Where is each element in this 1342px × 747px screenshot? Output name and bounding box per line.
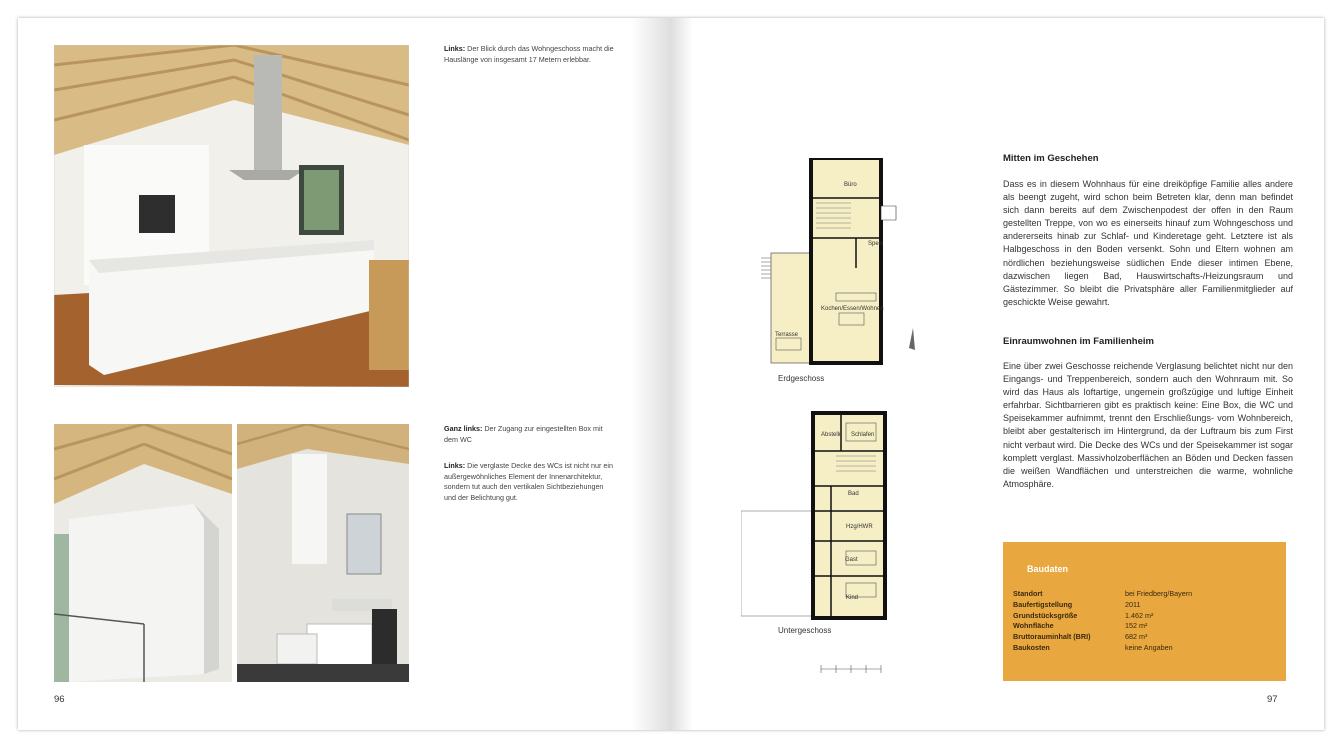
caption-top xyxy=(444,44,614,65)
baudaten-key: Standort xyxy=(1013,589,1043,598)
room-hzg: Hzg/HWR xyxy=(846,524,873,530)
caption-bottom-1-text: Der Zugang zur eingestellten Box mit dem WC xyxy=(444,424,603,444)
table-row xyxy=(1013,643,1206,654)
caption-bottom-1-label: Ganz links: xyxy=(444,424,483,433)
room-schlafen: Schlafen xyxy=(851,432,875,438)
baudaten-value: bei Friedberg/Bayern xyxy=(1125,589,1193,598)
room-abstellr: Abstellr. xyxy=(821,432,843,438)
table-row xyxy=(1013,600,1206,611)
section2-heading: Einraumwohnen im Familienheim xyxy=(1003,336,1154,347)
kitchen-photo xyxy=(54,45,409,387)
page-number-right: 97 xyxy=(1267,694,1278,705)
table-row xyxy=(1013,589,1206,600)
wc-photo xyxy=(237,424,409,682)
left-page xyxy=(18,18,671,730)
box-photo xyxy=(54,424,232,682)
table-row xyxy=(1013,611,1206,622)
caption-top-label: Links: xyxy=(444,44,466,53)
caption-bottom-2-label: Links: xyxy=(444,461,466,470)
baudaten-key: Grundstücksgröße xyxy=(1013,610,1078,620)
floorplan-ground xyxy=(761,158,941,373)
baudaten-key: Baufertigstellung xyxy=(1013,599,1073,609)
floorplan-lower xyxy=(741,411,921,681)
baudaten-box xyxy=(1003,542,1286,681)
caption-bottom-2-text: Die verglaste Decke des WCs ist nicht nur ein außergewöhnliches Element der Innenarchitektur, sondern tut auch den vertikalen Sichtbeziehungen und der Belichtung gut. xyxy=(444,461,613,502)
baudaten-key: Bruttorauminhalt (BRI) xyxy=(1013,632,1091,642)
baudaten-key: Baukosten xyxy=(1013,642,1050,652)
page-number-left: 96 xyxy=(54,694,65,705)
baudaten-value: 682 m³ xyxy=(1125,632,1148,642)
baudaten-table xyxy=(1013,589,1206,654)
room-speis: Speis xyxy=(868,241,884,247)
floorplan-ground-label: Erdgeschoss xyxy=(778,374,825,383)
table-row xyxy=(1013,632,1206,643)
baudaten-value: 2011 xyxy=(1125,599,1141,609)
book-spread xyxy=(18,18,1324,730)
baudaten-title: Baudaten xyxy=(1027,564,1069,574)
section1-heading: Mitten im Geschehen xyxy=(1003,153,1099,164)
room-kind: Kind xyxy=(846,595,859,601)
room-buero: Büro xyxy=(844,182,857,188)
room-bad: Bad xyxy=(848,491,859,497)
table-row xyxy=(1013,621,1206,632)
gutter-shadow xyxy=(671,18,693,730)
floorplan-lower-label: Untergeschoss xyxy=(778,626,832,635)
section2-text: Eine über zwei Geschosse reichende Verglasung belichtet nicht nur den Eingangs- und Treppenbereich, sondern auch den Wohnraum mit. So wird das Haus als loftartige, ungemein großzügige und luftige Einheit erfahrbar. Sichtbarrieren gibt es praktisch keine: Eine Box, die WC und Speisekammer aufnimmt, trennt den Erschließungs- vom Wohnbereich, bleibt aber gestalterisch im Hintergrund, da der Luftraum bis zum First nicht verbaut wird. Die Decke des WCs und der Speisekammer ist sogar komplett verglast. Massivholzoberflächen an Böden und Decken fassen die weißen Wandflächen und unterstreichen die warme, wohnliche Atmosphäre. xyxy=(1003,361,1293,489)
caption-bottom-2 xyxy=(444,461,614,503)
gutter-shadow xyxy=(631,18,671,730)
room-kochen: Kochen/Essen/Wohnen xyxy=(821,306,884,312)
baudaten-key: Wohnfläche xyxy=(1013,621,1054,631)
caption-bottom-1 xyxy=(444,424,614,445)
caption-top-text: Der Blick durch das Wohngeschoss macht die Hauslänge von insgesamt 17 Metern erlebbar. xyxy=(444,44,614,64)
baudaten-value: 152 m² xyxy=(1125,621,1148,631)
section1-text: Dass es in diesem Wohnhaus für eine dreiköpfige Familie alles andere als beengt zugeht, wird schon beim Betreten klar, denn man befindet sich dann bereits auf dem Zwischenpodest der offen in den Raum gestellten Treppe, von wo es einerseits hinauf zum Wohngeschoss und andererseits hinab zur Schlaf- und Kinderetage geht. Letztere ist als Halbgeschoss in den Boden versenkt. Sohn und Eltern wohnen am nördlichen beziehungsweise südlichen Ende dieser intimen Ebene, dazwischen liegen Bad, Hauswirtschafts-/Heizungsraum und Gästezimmer. So bleibt die Privatsphäre aller Familienmitglieder auf geschickte Weise gewahrt. xyxy=(1003,179,1293,307)
room-gast: Gast xyxy=(845,557,858,563)
room-terrasse: Terrasse xyxy=(775,332,799,338)
baudaten-value: keine Angaben xyxy=(1125,642,1173,652)
baudaten-value: 1.462 m² xyxy=(1125,610,1154,620)
